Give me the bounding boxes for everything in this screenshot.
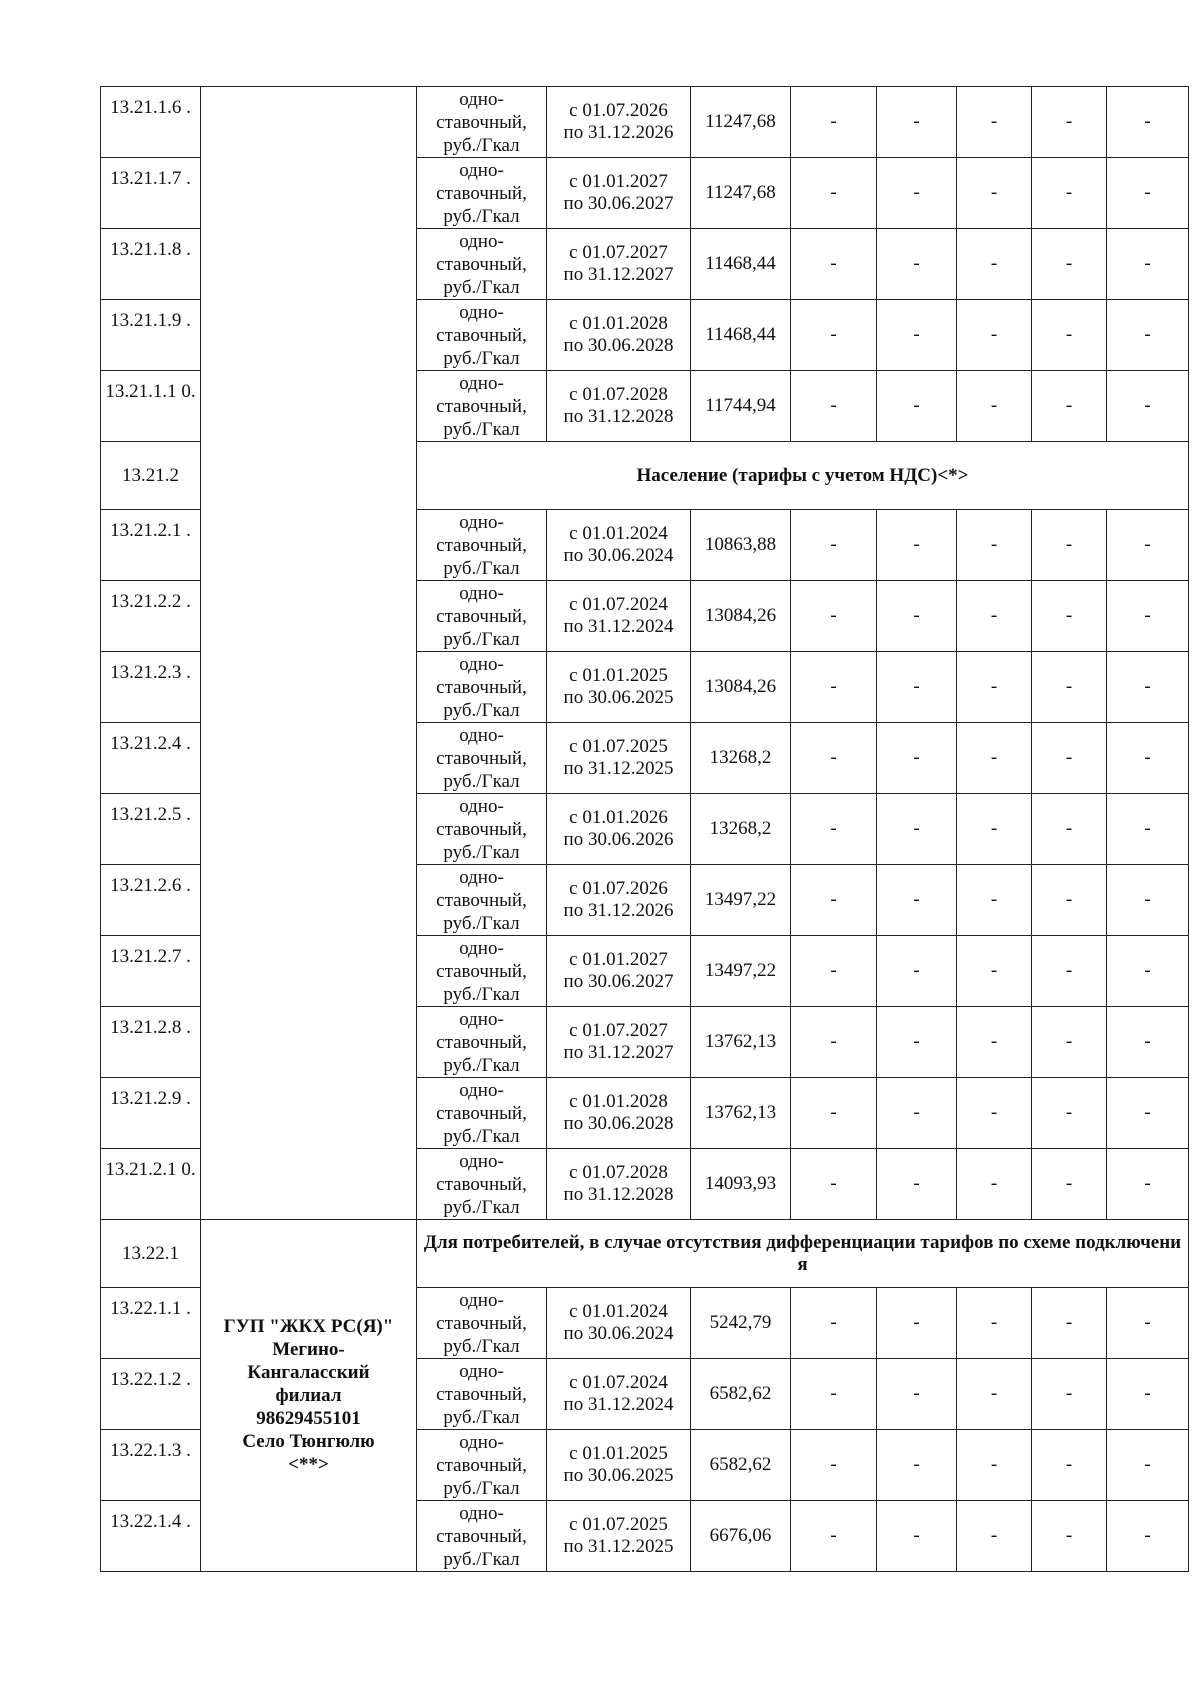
cell-line: ставочный, (436, 889, 527, 911)
empty-value: - (1107, 936, 1189, 1007)
empty-value: - (1107, 1288, 1189, 1359)
section-number: 13.21.2 (101, 442, 201, 510)
cell-line: одно- (459, 1502, 504, 1524)
empty-value: - (791, 371, 877, 442)
row-number: 13.21.1.6 . (101, 87, 201, 158)
empty-value: - (1032, 1359, 1107, 1430)
row-number: 13.22.1.4 . (101, 1501, 201, 1572)
empty-value: - (1107, 158, 1189, 229)
tariff-period (547, 229, 691, 300)
cell-line: руб./Гкал (443, 770, 520, 792)
cell-line: ставочный, (436, 747, 527, 769)
tariff-value: 11247,68 (691, 158, 791, 229)
cell-line: по 31.12.2025 (563, 758, 674, 779)
empty-value: - (1107, 300, 1189, 371)
tariff-value: 13084,26 (691, 581, 791, 652)
tariff-value: 10863,88 (691, 510, 791, 581)
empty-value: - (877, 1501, 957, 1572)
cell-line: с 01.01.2028 (569, 313, 668, 334)
tariff-type (417, 1007, 547, 1078)
empty-value: - (957, 794, 1032, 865)
cell-line: руб./Гкал (443, 347, 520, 369)
empty-value: - (1032, 794, 1107, 865)
cell-line: по 31.12.2028 (563, 1184, 674, 1205)
cell-line: с 01.07.2024 (569, 1372, 668, 1393)
cell-line: с 01.01.2026 (569, 807, 668, 828)
empty-value: - (791, 87, 877, 158)
tariff-table (100, 86, 1189, 1572)
cell-line: по 30.06.2027 (563, 971, 674, 992)
cell-line: руб./Гкал (443, 134, 520, 156)
cell-line: руб./Гкал (443, 276, 520, 298)
cell-line: по 30.06.2028 (563, 1113, 674, 1134)
empty-value: - (1032, 865, 1107, 936)
empty-value: - (957, 1501, 1032, 1572)
tariff-value: 13084,26 (691, 652, 791, 723)
tariff-type (417, 1288, 547, 1359)
empty-value: - (957, 1007, 1032, 1078)
tariff-type (417, 581, 547, 652)
tariff-value: 13497,22 (691, 865, 791, 936)
tariff-type (417, 794, 547, 865)
empty-value: - (791, 723, 877, 794)
organisation-cell (201, 1220, 417, 1572)
empty-value: - (957, 1288, 1032, 1359)
tariff-period (547, 1288, 691, 1359)
cell-line: по 31.12.2024 (563, 616, 674, 637)
cell-line: ставочный, (436, 960, 527, 982)
tariff-period (547, 1078, 691, 1149)
cell-line: с 01.07.2027 (569, 1020, 668, 1041)
tariff-period (547, 1007, 691, 1078)
cell-line: по 31.12.2026 (563, 122, 674, 143)
cell-line: с 01.07.2025 (569, 736, 668, 757)
cell-line: ставочный, (436, 818, 527, 840)
empty-value: - (1107, 1501, 1189, 1572)
cell-line: руб./Гкал (443, 1335, 520, 1357)
cell-line: с 01.01.2028 (569, 1091, 668, 1112)
tariff-type (417, 865, 547, 936)
empty-value: - (1107, 581, 1189, 652)
row-number: 13.21.1.7 . (101, 158, 201, 229)
empty-value: - (957, 510, 1032, 581)
empty-value: - (957, 158, 1032, 229)
tariff-value: 6582,62 (691, 1430, 791, 1501)
empty-value: - (791, 936, 877, 1007)
empty-value: - (1107, 1359, 1189, 1430)
empty-value: - (877, 1149, 957, 1220)
tariff-period (547, 300, 691, 371)
tariff-period (547, 936, 691, 1007)
tariff-value: 13268,2 (691, 794, 791, 865)
cell-line: одно- (459, 1150, 504, 1172)
empty-value: - (1032, 1501, 1107, 1572)
empty-value: - (877, 510, 957, 581)
cell-line: одно- (459, 937, 504, 959)
cell-line: ставочный, (436, 1102, 527, 1124)
cell-line: с 01.07.2027 (569, 242, 668, 263)
cell-line: одно- (459, 582, 504, 604)
cell-line: <**> (288, 1454, 329, 1475)
cell-line: по 31.12.2027 (563, 1042, 674, 1063)
empty-value: - (957, 581, 1032, 652)
row-number: 13.22.1.1 . (101, 1288, 201, 1359)
empty-value: - (1107, 510, 1189, 581)
cell-line: одно- (459, 88, 504, 110)
empty-value: - (877, 652, 957, 723)
row-number: 13.21.2.3 . (101, 652, 201, 723)
tariff-period (547, 1359, 691, 1430)
cell-line: одно- (459, 1289, 504, 1311)
cell-line: руб./Гкал (443, 1125, 520, 1147)
cell-line: по 30.06.2024 (563, 545, 674, 566)
cell-line: с 01.07.2028 (569, 1162, 668, 1183)
empty-value: - (1107, 371, 1189, 442)
row-number: 13.21.1.9 . (101, 300, 201, 371)
tariff-value: 14093,93 (691, 1149, 791, 1220)
tariff-value: 11744,94 (691, 371, 791, 442)
empty-value: - (791, 865, 877, 936)
cell-line: по 30.06.2025 (563, 1465, 674, 1486)
tariff-value: 6676,06 (691, 1501, 791, 1572)
table-body (101, 87, 1189, 1572)
tariff-type (417, 1078, 547, 1149)
empty-value: - (791, 1288, 877, 1359)
empty-value: - (1032, 936, 1107, 1007)
cell-line: Кангаласский (247, 1362, 370, 1383)
empty-value: - (877, 1430, 957, 1501)
cell-line: с 01.07.2026 (569, 878, 668, 899)
tariff-type (417, 300, 547, 371)
empty-value: - (1032, 300, 1107, 371)
empty-value: - (791, 1501, 877, 1572)
cell-line: одно- (459, 1008, 504, 1030)
tariff-period (547, 1430, 691, 1501)
empty-value: - (1107, 87, 1189, 158)
row-number: 13.21.2.2 . (101, 581, 201, 652)
cell-line: ставочный, (436, 1383, 527, 1405)
tariff-type (417, 87, 547, 158)
row-number: 13.22.1.3 . (101, 1430, 201, 1501)
empty-value: - (957, 371, 1032, 442)
empty-value: - (1032, 652, 1107, 723)
empty-value: - (877, 87, 957, 158)
cell-line: руб./Гкал (443, 205, 520, 227)
cell-line: с 01.01.2024 (569, 1301, 668, 1322)
row-number: 13.21.2.7 . (101, 936, 201, 1007)
empty-value: - (1107, 1430, 1189, 1501)
cell-line: руб./Гкал (443, 418, 520, 440)
empty-value: - (791, 1007, 877, 1078)
empty-value: - (791, 1078, 877, 1149)
empty-value: - (791, 581, 877, 652)
tariff-period (547, 723, 691, 794)
cell-line: филиал (275, 1385, 342, 1406)
cell-line: одно- (459, 1079, 504, 1101)
cell-line: по 31.12.2026 (563, 900, 674, 921)
cell-line: одно- (459, 724, 504, 746)
row-number: 13.21.2.4 . (101, 723, 201, 794)
empty-value: - (877, 723, 957, 794)
table-row (101, 87, 1189, 158)
empty-value: - (791, 1430, 877, 1501)
cell-line: с 01.07.2025 (569, 1514, 668, 1535)
empty-value: - (1032, 87, 1107, 158)
tariff-period (547, 371, 691, 442)
empty-value: - (1032, 371, 1107, 442)
cell-line: по 30.06.2027 (563, 193, 674, 214)
row-number: 13.21.2.1 . (101, 510, 201, 581)
cell-line: одно- (459, 159, 504, 181)
cell-line: ставочный, (436, 1525, 527, 1547)
row-number: 13.21.2.5 . (101, 794, 201, 865)
cell-line: руб./Гкал (443, 1548, 520, 1570)
cell-line: ставочный, (436, 182, 527, 204)
cell-line: руб./Гкал (443, 1054, 520, 1076)
organisation-cell-upper (201, 87, 417, 1220)
empty-value: - (957, 652, 1032, 723)
cell-line: руб./Гкал (443, 841, 520, 863)
cell-line: ставочный, (436, 1454, 527, 1476)
empty-value: - (877, 936, 957, 1007)
cell-line: руб./Гкал (443, 699, 520, 721)
empty-value: - (1032, 158, 1107, 229)
empty-value: - (877, 158, 957, 229)
cell-line: с 01.01.2027 (569, 171, 668, 192)
cell-line: ставочный, (436, 395, 527, 417)
tariff-type (417, 1359, 547, 1430)
tariff-period (547, 510, 691, 581)
cell-line: 98629455101 (256, 1408, 361, 1429)
cell-line: по 30.06.2025 (563, 687, 674, 708)
tariff-type (417, 1430, 547, 1501)
cell-line: по 31.12.2027 (563, 264, 674, 285)
tariff-type (417, 723, 547, 794)
tariff-type (417, 371, 547, 442)
empty-value: - (877, 371, 957, 442)
cell-line: одно- (459, 511, 504, 533)
empty-value: - (791, 158, 877, 229)
tariff-value: 13268,2 (691, 723, 791, 794)
tariff-period (547, 1149, 691, 1220)
empty-value: - (1107, 1007, 1189, 1078)
empty-value: - (877, 1007, 957, 1078)
empty-value: - (1032, 1288, 1107, 1359)
tariff-type (417, 229, 547, 300)
cell-line: одно- (459, 372, 504, 394)
empty-value: - (1107, 1149, 1189, 1220)
row-number: 13.21.2.8 . (101, 1007, 201, 1078)
section-header-row (101, 1220, 1189, 1288)
cell-line: ГУП "ЖКХ РС(Я)" (223, 1316, 394, 1337)
cell-line: по 30.06.2026 (563, 829, 674, 850)
cell-line: ставочный, (436, 1312, 527, 1334)
empty-value: - (791, 1149, 877, 1220)
tariff-type (417, 652, 547, 723)
empty-value: - (877, 1288, 957, 1359)
cell-line: руб./Гкал (443, 1196, 520, 1218)
cell-line: ставочный, (436, 1173, 527, 1195)
empty-value: - (957, 1078, 1032, 1149)
cell-line: по 31.12.2025 (563, 1536, 674, 1557)
tariff-type (417, 510, 547, 581)
section-title: Население (тарифы с учетом НДС)<*> (417, 442, 1189, 510)
cell-line: с 01.07.2026 (569, 100, 668, 121)
empty-value: - (957, 1430, 1032, 1501)
cell-line: одно- (459, 866, 504, 888)
tariff-value: 6582,62 (691, 1359, 791, 1430)
tariff-value: 13497,22 (691, 936, 791, 1007)
tariff-period (547, 1501, 691, 1572)
row-number: 13.21.1.8 . (101, 229, 201, 300)
tariff-period (547, 158, 691, 229)
tariff-value: 11247,68 (691, 87, 791, 158)
tariff-type (417, 158, 547, 229)
cell-line: по 31.12.2028 (563, 406, 674, 427)
row-number: 13.21.2.9 . (101, 1078, 201, 1149)
tariff-period (547, 581, 691, 652)
row-number: 13.22.1.2 . (101, 1359, 201, 1430)
empty-value: - (957, 723, 1032, 794)
empty-value: - (1107, 1078, 1189, 1149)
tariff-value: 13762,13 (691, 1078, 791, 1149)
empty-value: - (877, 865, 957, 936)
cell-line: ставочный, (436, 1031, 527, 1053)
cell-line: руб./Гкал (443, 557, 520, 579)
empty-value: - (1032, 1430, 1107, 1501)
cell-line: одно- (459, 1360, 504, 1382)
cell-line: одно- (459, 230, 504, 252)
tariff-type (417, 1501, 547, 1572)
empty-value: - (791, 794, 877, 865)
empty-value: - (1032, 581, 1107, 652)
empty-value: - (1032, 1078, 1107, 1149)
section-number: 13.22.1 (101, 1220, 201, 1288)
cell-line: ставочный, (436, 534, 527, 556)
tariff-period (547, 87, 691, 158)
cell-line: руб./Гкал (443, 1477, 520, 1499)
row-number: 13.21.2.6 . (101, 865, 201, 936)
cell-line: с 01.07.2024 (569, 594, 668, 615)
cell-line: с 01.01.2024 (569, 523, 668, 544)
cell-line: ставочный, (436, 324, 527, 346)
tariff-value: 11468,44 (691, 300, 791, 371)
empty-value: - (791, 652, 877, 723)
tariff-value: 11468,44 (691, 229, 791, 300)
section-title: Для потребителей, в случае отсутствия дифференциации тарифов по схеме подключения (417, 1220, 1189, 1288)
empty-value: - (1032, 1149, 1107, 1220)
empty-value: - (877, 794, 957, 865)
cell-line: по 30.06.2024 (563, 1323, 674, 1344)
cell-line: с 01.01.2025 (569, 665, 668, 686)
empty-value: - (877, 1078, 957, 1149)
cell-line: ставочный, (436, 605, 527, 627)
empty-value: - (791, 229, 877, 300)
empty-value: - (1107, 865, 1189, 936)
empty-value: - (957, 865, 1032, 936)
empty-value: - (957, 1359, 1032, 1430)
tariff-period (547, 652, 691, 723)
cell-line: Село Тюнгюлю (242, 1431, 375, 1452)
cell-line: с 01.01.2027 (569, 949, 668, 970)
empty-value: - (791, 300, 877, 371)
cell-line: по 31.12.2024 (563, 1394, 674, 1415)
empty-value: - (957, 1149, 1032, 1220)
cell-line: ставочный, (436, 676, 527, 698)
empty-value: - (877, 581, 957, 652)
empty-value: - (1032, 229, 1107, 300)
cell-line: руб./Гкал (443, 628, 520, 650)
empty-value: - (791, 510, 877, 581)
empty-value: - (877, 229, 957, 300)
tariff-value: 5242,79 (691, 1288, 791, 1359)
empty-value: - (877, 300, 957, 371)
cell-line: по 30.06.2028 (563, 335, 674, 356)
empty-value: - (957, 300, 1032, 371)
empty-value: - (1107, 723, 1189, 794)
cell-line: одно- (459, 653, 504, 675)
cell-line: руб./Гкал (443, 1406, 520, 1428)
cell-line: руб./Гкал (443, 912, 520, 934)
cell-line: ставочный, (436, 253, 527, 275)
empty-value: - (1032, 1007, 1107, 1078)
cell-line: одно- (459, 795, 504, 817)
row-number: 13.21.1.1 0. (101, 371, 201, 442)
empty-value: - (791, 1359, 877, 1430)
empty-value: - (957, 229, 1032, 300)
empty-value: - (877, 1359, 957, 1430)
tariff-period (547, 794, 691, 865)
empty-value: - (957, 87, 1032, 158)
tariff-type (417, 1149, 547, 1220)
cell-line: с 01.07.2028 (569, 384, 668, 405)
cell-line: Мегино- (272, 1339, 345, 1360)
tariff-type (417, 936, 547, 1007)
cell-line: одно- (459, 1431, 504, 1453)
empty-value: - (1032, 723, 1107, 794)
cell-line: руб./Гкал (443, 983, 520, 1005)
empty-value: - (957, 936, 1032, 1007)
tariff-value: 13762,13 (691, 1007, 791, 1078)
tariff-period (547, 865, 691, 936)
empty-value: - (1107, 794, 1189, 865)
cell-line: одно- (459, 301, 504, 323)
row-number: 13.21.2.1 0. (101, 1149, 201, 1220)
empty-value: - (1107, 229, 1189, 300)
empty-value: - (1032, 510, 1107, 581)
empty-value: - (1107, 652, 1189, 723)
cell-line: ставочный, (436, 111, 527, 133)
cell-line: с 01.01.2025 (569, 1443, 668, 1464)
